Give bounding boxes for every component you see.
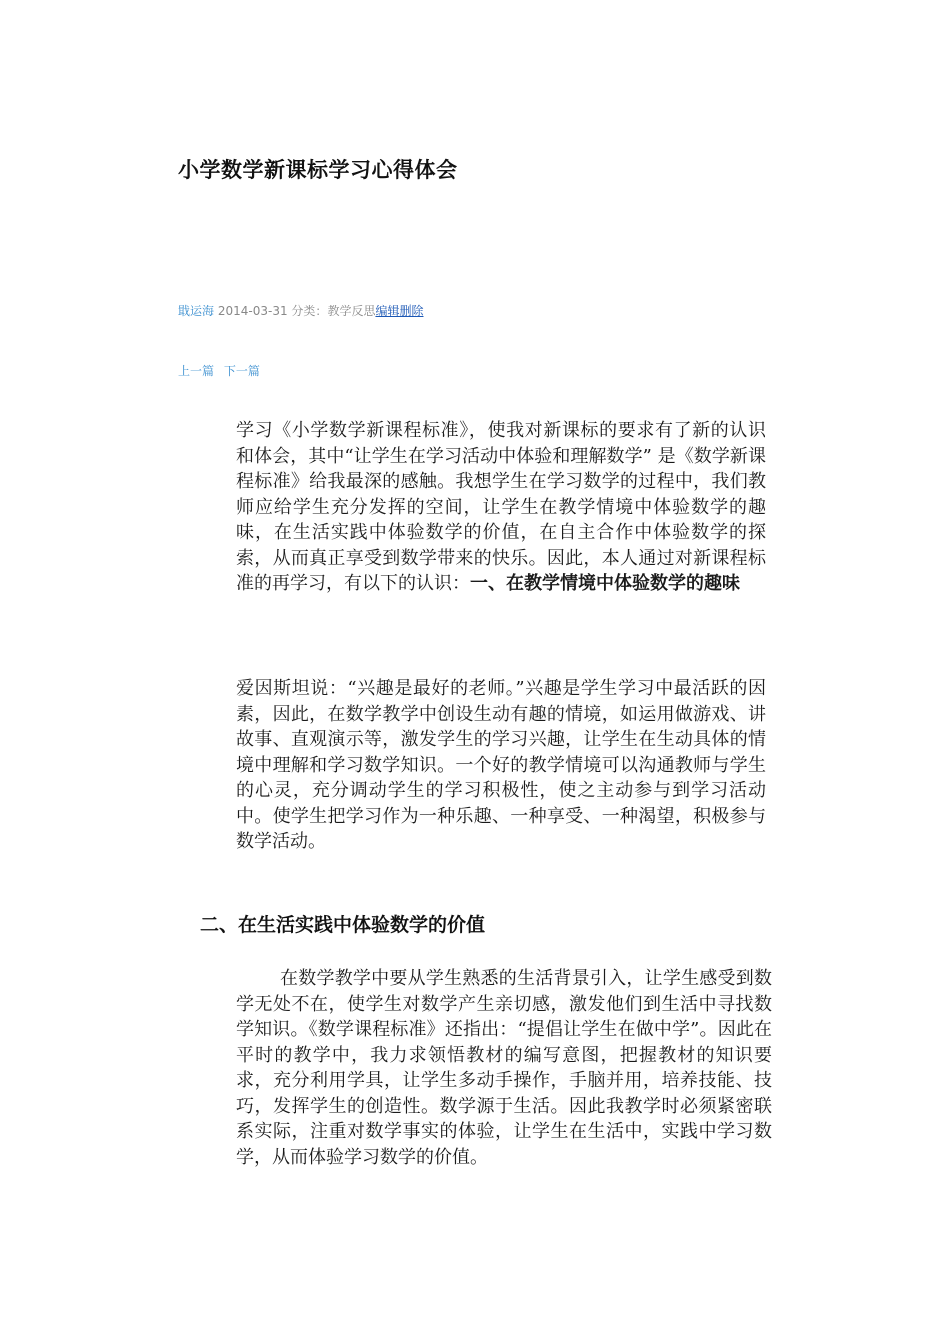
section1-paragraph: 爱因斯坦说：“兴趣是最好的老师。”兴趣是学生学习中最活跃的因素，因此，在数学教学中创设生动有趣的情境，如运用做游戏、讲故事、直观演示等，激发学生的学习兴趣，让学生在生动具体的情境中理解和学习数学知识。一个好的教学情境可以沟通教师与学生的心灵，充分调动学生的学习积极性，使之主动参与到学习活动中。使学生把学习作为一种乐趣、一种享受、一种渴望，积极参与数学活动。 bbox=[236, 678, 766, 852]
page-title: 小学数学新课标学习心得体会 bbox=[178, 158, 458, 182]
intro-paragraph bbox=[236, 418, 766, 597]
edit-link[interactable]: 编辑 bbox=[375, 304, 400, 318]
section2-paragraph: 在数学教学中要从学生熟悉的生活背景引入，让学生感受到数学无处不在，使学生对数学产生亲切感，激发他们到生活中寻找数学知识。《数学课程标准》还指出：“提倡让学生在做中学”。因此在平时的教学中，我力求领悟教材的编写意图，把握教材的知识要求，充分利用学具，让学生多动手操作，手脑并用，培养技能、技巧，发挥学生的创造性。数学源于生活。因此我教学时必须紧密联系实际，注重对数学事实的体验，让学生在生活中，实践中学习数学，从而体验学习数学的价值。 bbox=[236, 968, 772, 1168]
article-meta bbox=[178, 302, 423, 319]
delete-link[interactable]: 删除 bbox=[399, 304, 424, 318]
post-navigation bbox=[178, 362, 266, 379]
post-date: 2014-03-31 bbox=[217, 304, 288, 318]
intro-text: 学习《小学数学新课程标准》，使我对新课标的要求有了新的认识和体会，其中“让学生在学习活动中体验和理解数学” 是《数学新课程标准》给我最深的感触。我想学生在学习数学的过程中，我们教师应给学生充分发挥的空间，让学生在教学情境中体验数学的趣味，在生活实践中体验数学的价值，在自主合作中体验数学的探索，从而真正享受到数学带来的快乐。因此，本人通过对新课程标准的再学习，有以下的认识： bbox=[236, 420, 766, 594]
category-label: 分类： bbox=[291, 304, 328, 318]
section-heading-2: 二、在生活实践中体验数学的价值 bbox=[200, 914, 486, 936]
author-name[interactable]: 戢运海 bbox=[178, 304, 215, 318]
prev-post-link[interactable]: 上一篇 bbox=[178, 364, 215, 378]
next-post-link[interactable]: 下一篇 bbox=[223, 364, 260, 378]
section-heading-1: 一、在教学情境中体验数学的趣味 bbox=[470, 573, 740, 594]
category-value[interactable]: 教学反思 bbox=[327, 304, 376, 318]
